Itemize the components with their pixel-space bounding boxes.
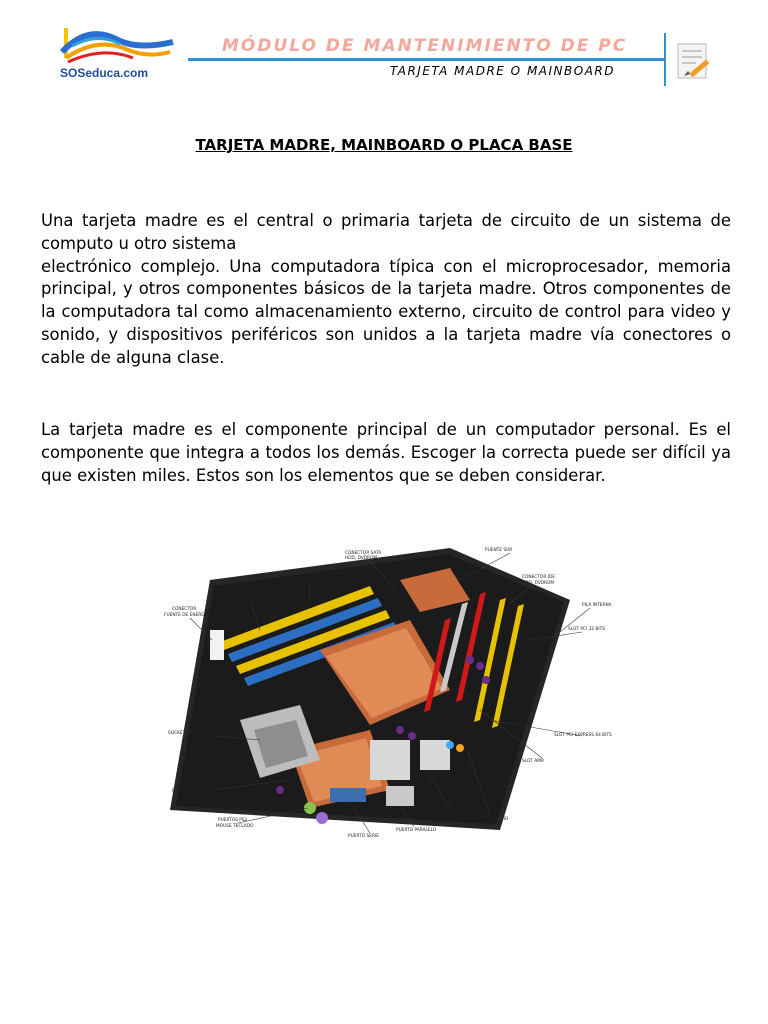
label-audio-detail: INTEGRADA [474,823,500,828]
label-pciex: SLOT PCI EXPRESS 64 BITS [554,733,612,738]
label-ps2: PUERTOS PS2 [218,818,248,823]
label-memoria-detail: DDR1, DDR2, DDR3 [212,595,255,600]
label-floppy-detail: FDC [302,577,311,582]
label-pci: SLOT PCI 32 BITS [568,627,605,632]
module-subtitle: TARJETA MADRE O MAINBOARD [390,64,615,78]
label-sata-detail: HDD, DVDROM [345,556,378,561]
label-energia-detail: FUENTE DE ENERGIA [164,613,209,618]
paragraph-intro-line1: Una tarjeta madre es el central o primaria tarjeta de circuito de un sistema de computo u otro sistema [41,211,731,253]
label-norte: PUENTE NORTE [172,789,205,794]
label-paralelo: PUERTO PARALELO [396,828,437,833]
label-serie: PUERTO SERIE [348,834,379,839]
label-sata: CONECTOR SATA [345,551,382,556]
label-pila: PILA INTERNA [582,603,612,608]
paragraph-intro [41,210,731,370]
label-usb: PUERTOS USB [436,809,467,814]
paragraph-components: La tarjeta madre es el componente principal de un computador personal. Es el componente que integra a todos los demás. Escoger la correcta puede ser difícil ya que existen miles. Estos son los elementos que se deben considerar. [41,420,731,485]
label-energia: CONECTOR [172,607,197,612]
label-ide-detail: HDD, DVDROM [522,581,555,586]
label-audio: TARJETA DE AUDIO [468,817,509,822]
document-pencil-icon [672,40,714,82]
header-divider [664,33,666,86]
logo-text: SOSeduca.com [60,66,149,80]
label-socket: SOCKET PROCESADOR [168,731,217,736]
logo-swoosh-graphic [58,22,178,68]
header-rule [188,58,664,61]
paragraph-intro-body: electrónico complejo. Una computadora típica con el microprocesador, memoria principal, y otros componentes básicos de la tarjeta madre. Otros componentes de la computadora tal como almacenamiento externo, circuito de control para video y sonido, y dispositivos periféricos son unidos a la tarjeta madre vía conectores o cable de alguna clase. [41,256,731,367]
label-puente-sur: PUENTE SUR [485,548,513,553]
label-ide: CONECTOR IDE [522,575,555,580]
motherboard-figure [150,540,620,845]
page-title: TARJETA MADRE, MAINBOARD O PLACA BASE [195,136,573,154]
label-amr: SLOT AMR [522,759,544,764]
soseduca-logo [58,22,178,82]
label-ps2-detail: MOUSE TECLADO [216,824,254,829]
motherboard-illustration [150,540,620,845]
module-title: MÓDULO DE MANTENIMIENTO DE PC [222,36,628,56]
label-memoria: BANCO DE MEMORIAS [212,589,260,594]
label-floppy: CONECTOR FLOPPY DISK [285,571,338,576]
